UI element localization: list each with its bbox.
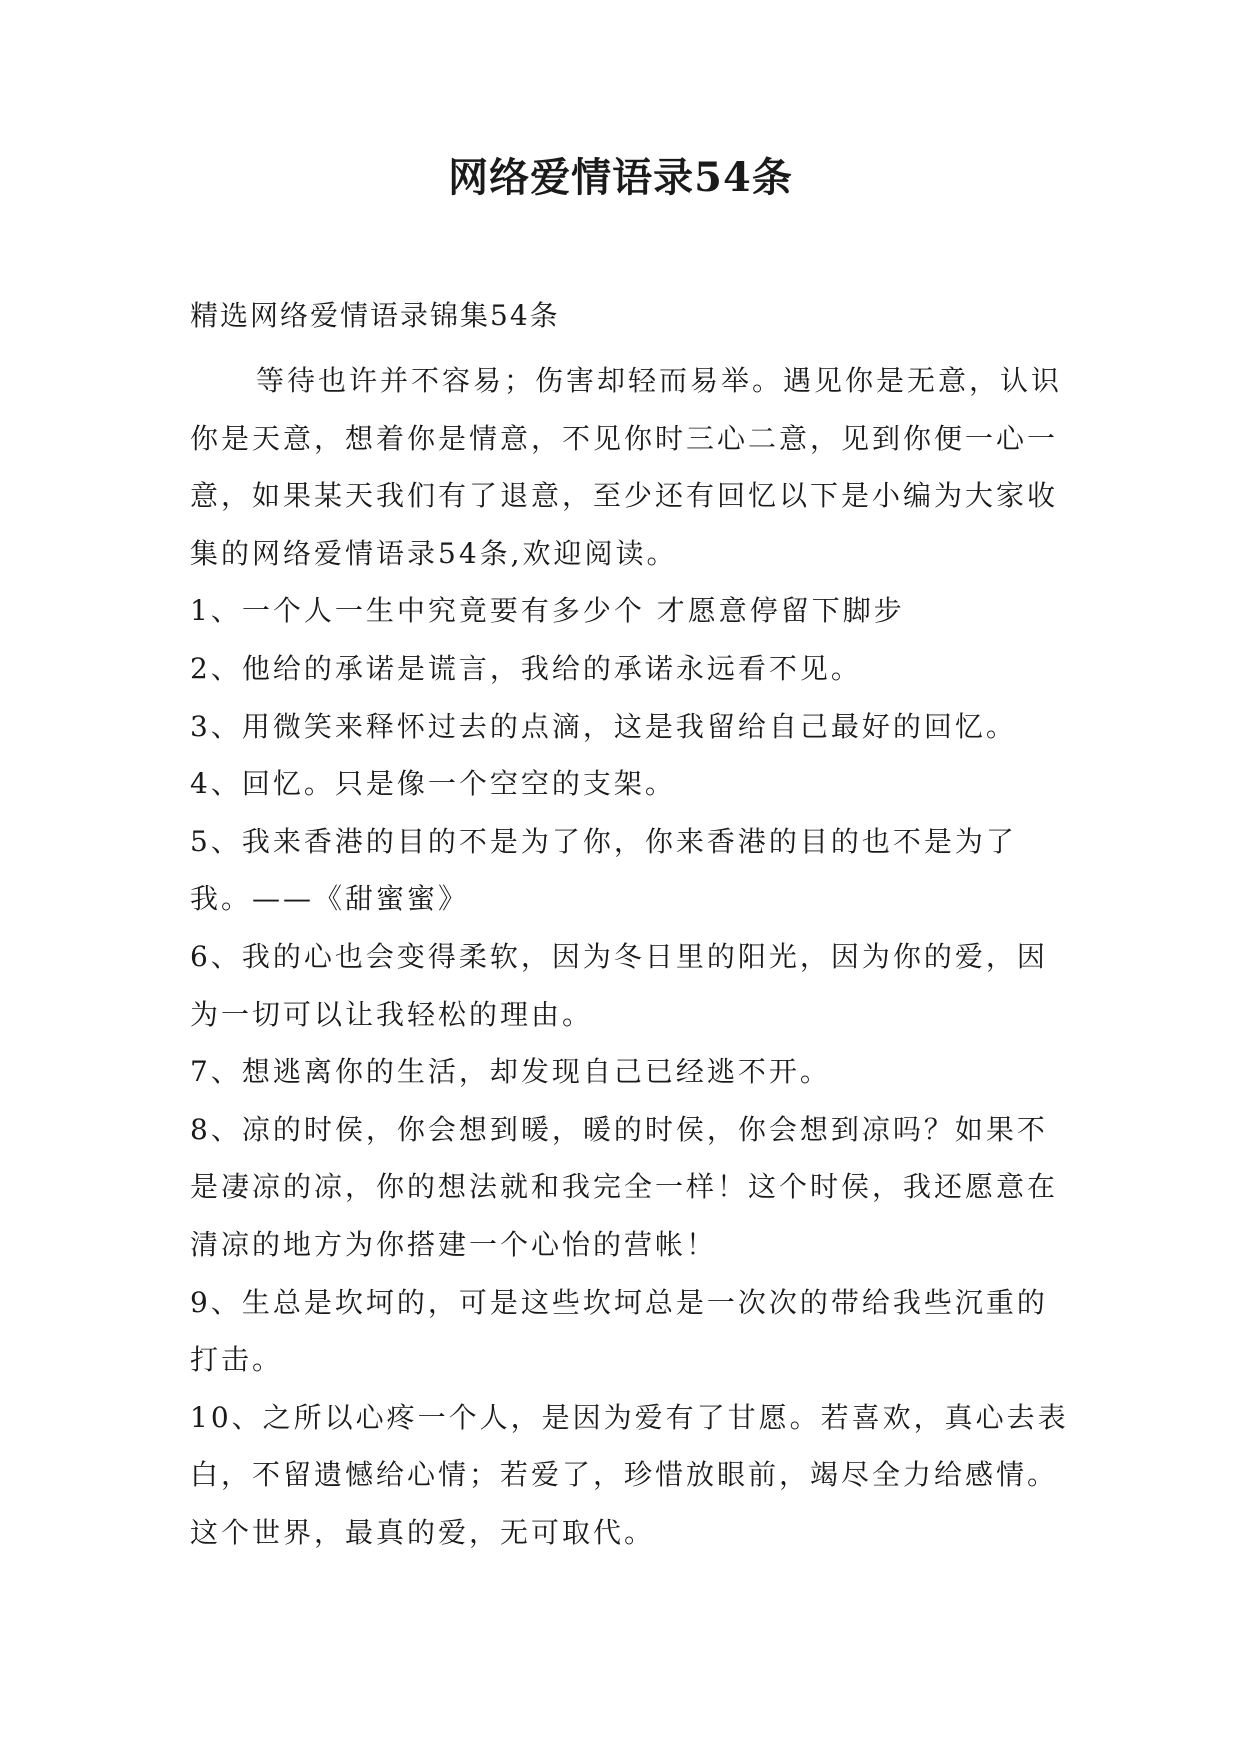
list-item: 5、我来香港的目的不是为了你，你来香港的目的也不是为了我。——《甜蜜蜜》 <box>190 824 1017 916</box>
list-item: 6、我的心也会变得柔软，因为冬日里的阳光，因为你的爱，因为一切可以让我轻松的理由。 <box>190 939 1048 1031</box>
list-item: 2、他给的承诺是谎言，我给的承诺永远看不见。 <box>190 651 862 685</box>
list-item: 10、之所以心疼一个人，是因为爱有了甘愿。若喜欢，真心去表白，不留遗憾给心情；若爱了，珍惜放眼前，竭尽全力给感情。这个世界，最真的爱，无可取代。 <box>190 1400 1069 1549</box>
document-title: 网络爱情语录54条 <box>448 154 793 201</box>
list-item: 1、一个人一生中究竟要有多少个 才愿意停留下脚步 <box>190 594 905 628</box>
intro-paragraph: 等待也许并不容易；伤害却轻而易举。遇见你是无意，认识你是天意，想着你是情意，不见你时三心二意，见到你便一心一意，如果某天我们有了退意，至少还有回忆以下是小编为大家收集的网络爱情语录54条,欢迎阅读。 <box>190 364 1063 570</box>
list-item: 8、凉的时侯，你会想到暖，暖的时侯，你会想到凉吗？如果不是凄凉的凉，你的想法就和我完全一样！这个时侯，我还愿意在清凉的地方为你搭建一个心怡的营帐！ <box>190 1112 1059 1261</box>
document-body <box>190 352 1070 1561</box>
list-item: 7、想逃离你的生活，却发现自己已经逃不开。 <box>190 1055 831 1089</box>
list-item: 9、生总是坎坷的，可是这些坎坷总是一次次的带给我些沉重的打击。 <box>190 1285 1048 1377</box>
document-subtitle: 精选网络爱情语录锦集54条 <box>190 299 560 332</box>
list-item: 3、用微笑来释怀过去的点滴，这是我留给自己最好的回忆。 <box>190 709 1017 743</box>
list-item: 4、回忆。只是像一个空空的支架。 <box>190 767 676 801</box>
